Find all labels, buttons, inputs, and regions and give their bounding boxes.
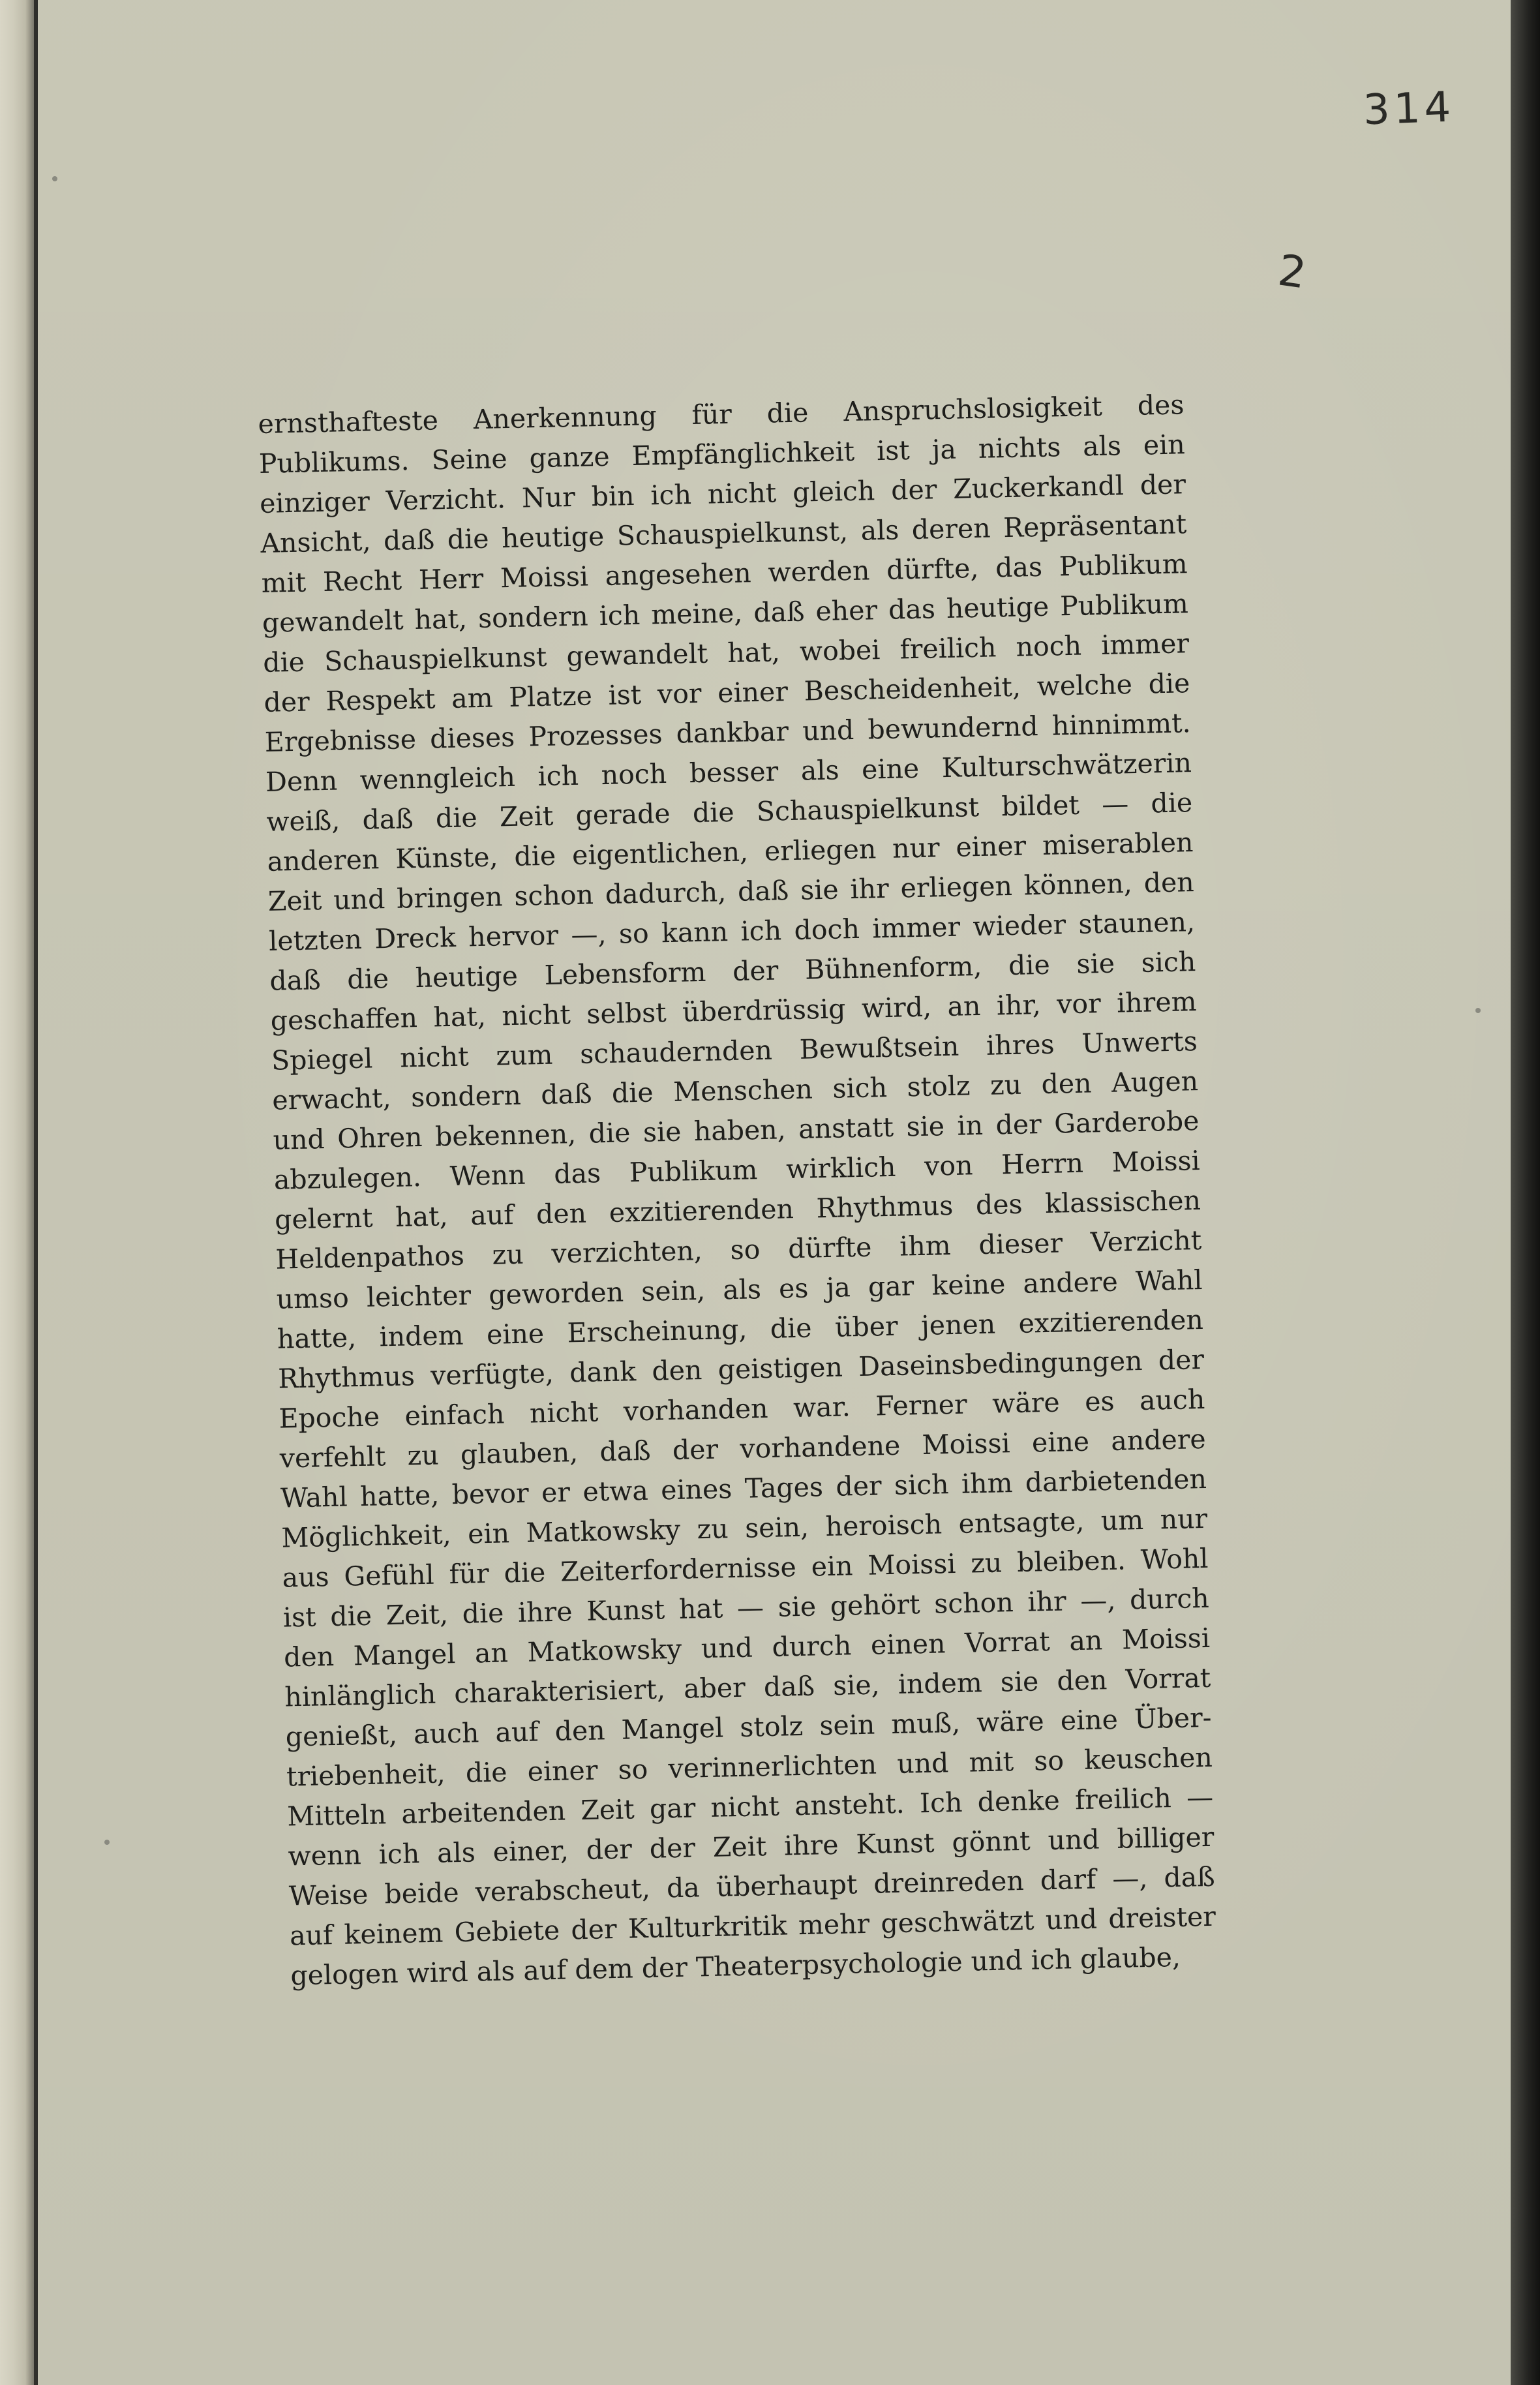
text-line: ernsthafteste Anerkennung für die Anspruchslosigkeit des (258, 389, 1185, 440)
text-line: Publikums. Seine ganze Empfänglichkeit ist ja nichts als ein (258, 429, 1186, 479)
text-line: triebenheit, die einer so verinnerlichten und mit so keuschen (286, 1741, 1213, 1793)
text-line: Weise beide verabscheut, da überhaupt dreinreden darf —, daß (288, 1861, 1216, 1912)
text-line: den Mangel an Matkowsky und durch einen Vorrat an Moissi (283, 1622, 1211, 1673)
text-line: erwacht, sondern daß die Menschen sich stolz zu den Augen (271, 1065, 1199, 1116)
text-line: weiß, daß die Zeit gerade die Schauspielkunst bildet — die (265, 787, 1193, 838)
text-line: Epoche einfach nicht vorhanden war. Ferner wäre es auch (279, 1383, 1205, 1435)
text-line: geschaffen hat, nicht selbst überdrüssig wird, an ihr, vor ihrem (270, 986, 1197, 1037)
text-line: hatte, indem eine Erscheinung, die über jenen exzitierenden (277, 1303, 1204, 1355)
text-line: Ansicht, daß die heutige Schauspielkunst, als deren Repräsentant (260, 508, 1187, 559)
paper-speck (1475, 1008, 1481, 1013)
text-line: Möglichkeit, ein Matkowsky zu sein, heroisch entsagte, um nur (280, 1502, 1208, 1554)
book-cover-edge (1511, 0, 1540, 2385)
text-line: daß die heutige Lebensform der Bühnenform, die sie sich (269, 946, 1196, 997)
text-line: Zeit und bringen schon dadurch, daß sie ihr erliegen können, den (267, 866, 1195, 917)
paper-speck (52, 176, 57, 181)
text-line: einziger Verzicht. Nur bin ich nicht gleich der Zuckerkandl der (259, 468, 1186, 519)
body-text (258, 385, 1217, 1996)
text-line: umso leichter geworden sein, als es ja gar keine andere Wahl (276, 1264, 1203, 1315)
text-line: Rhythmus verfügte, dank den geistigen Daseinsbedingungen der (277, 1343, 1205, 1395)
text-line: aus Gefühl für die Zeiterfordernisse ein Moissi zu bleiben. Wohl (282, 1542, 1209, 1594)
text-line: Denn wenngleich ich noch besser als eine Kulturschwätzerin (265, 747, 1192, 798)
text-line: Ergebnisse dieses Prozesses dankbar und bewundernd hinnimmt. (264, 707, 1192, 758)
text-line: gelernt hat, auf den exzitierenden Rhythmus des klassischen (274, 1184, 1201, 1236)
text-line: hinlänglich charakterisiert, aber daß sie, indem sie den Vorrat (284, 1662, 1211, 1713)
text-line: gewandelt hat, sondern ich meine, daß eher das heutige Publikum (262, 588, 1189, 639)
text-line: ist die Zeit, die ihre Kunst hat — sie gehört schon ihr —, durch (282, 1582, 1210, 1633)
text-line: Spiegel nicht zum schaudernden Bewußtsein ihres Unwerts (271, 1025, 1198, 1076)
text-line: gelogen wird als auf dem der Theaterpsychologie und ich glaube, (290, 1941, 1181, 1992)
text-line: letzten Dreck hervor —, so kann ich doch immer wieder staunen, (268, 906, 1196, 957)
text-line: die Schauspielkunst gewandelt hat, wobei freilich noch immer (262, 628, 1190, 678)
text-line: Heldenpathos zu verzichten, so dürfte ihm dieser Verzicht (275, 1224, 1202, 1275)
text-line: der Respekt am Platze ist vor einer Bescheidenheit, welche die (264, 667, 1190, 718)
text-line: und Ohren bekennen, die sie haben, anstatt sie in der Garderobe (273, 1105, 1200, 1156)
text-line: mit Recht Herr Moissi angesehen werden dürfte, das Publikum (261, 548, 1188, 599)
paper-speck (104, 1840, 110, 1845)
text-line: anderen Künste, die eigentlichen, erliegen nur einer miserablen (267, 827, 1194, 877)
text-line: Wahl hatte, bevor er etwa eines Tages der sich ihm darbietenden (280, 1463, 1207, 1514)
pencil-mark: 2 (1275, 245, 1310, 299)
text-line: verfehlt zu glauben, daß der vorhandene Moissi eine andere (279, 1423, 1207, 1474)
text-line: wenn ich als einer, der der Zeit ihre Kunst gönnt und billiger (288, 1821, 1215, 1872)
text-line: Mitteln arbeitenden Zeit gar nicht ansteht. Ich denke freilich — (286, 1781, 1214, 1832)
adjacent-page-edge (0, 0, 34, 2385)
page-folio-number: 314 (1362, 83, 1456, 135)
text-line: auf keinem Gebiete der Kulturkritik mehr geschwätzt und dreister (289, 1900, 1216, 1952)
text-line: genießt, auch auf den Mangel stolz sein muß, wäre eine Über- (285, 1701, 1212, 1753)
text-line: abzulegen. Wenn das Publikum wirklich von Herrn Moissi (273, 1145, 1201, 1196)
